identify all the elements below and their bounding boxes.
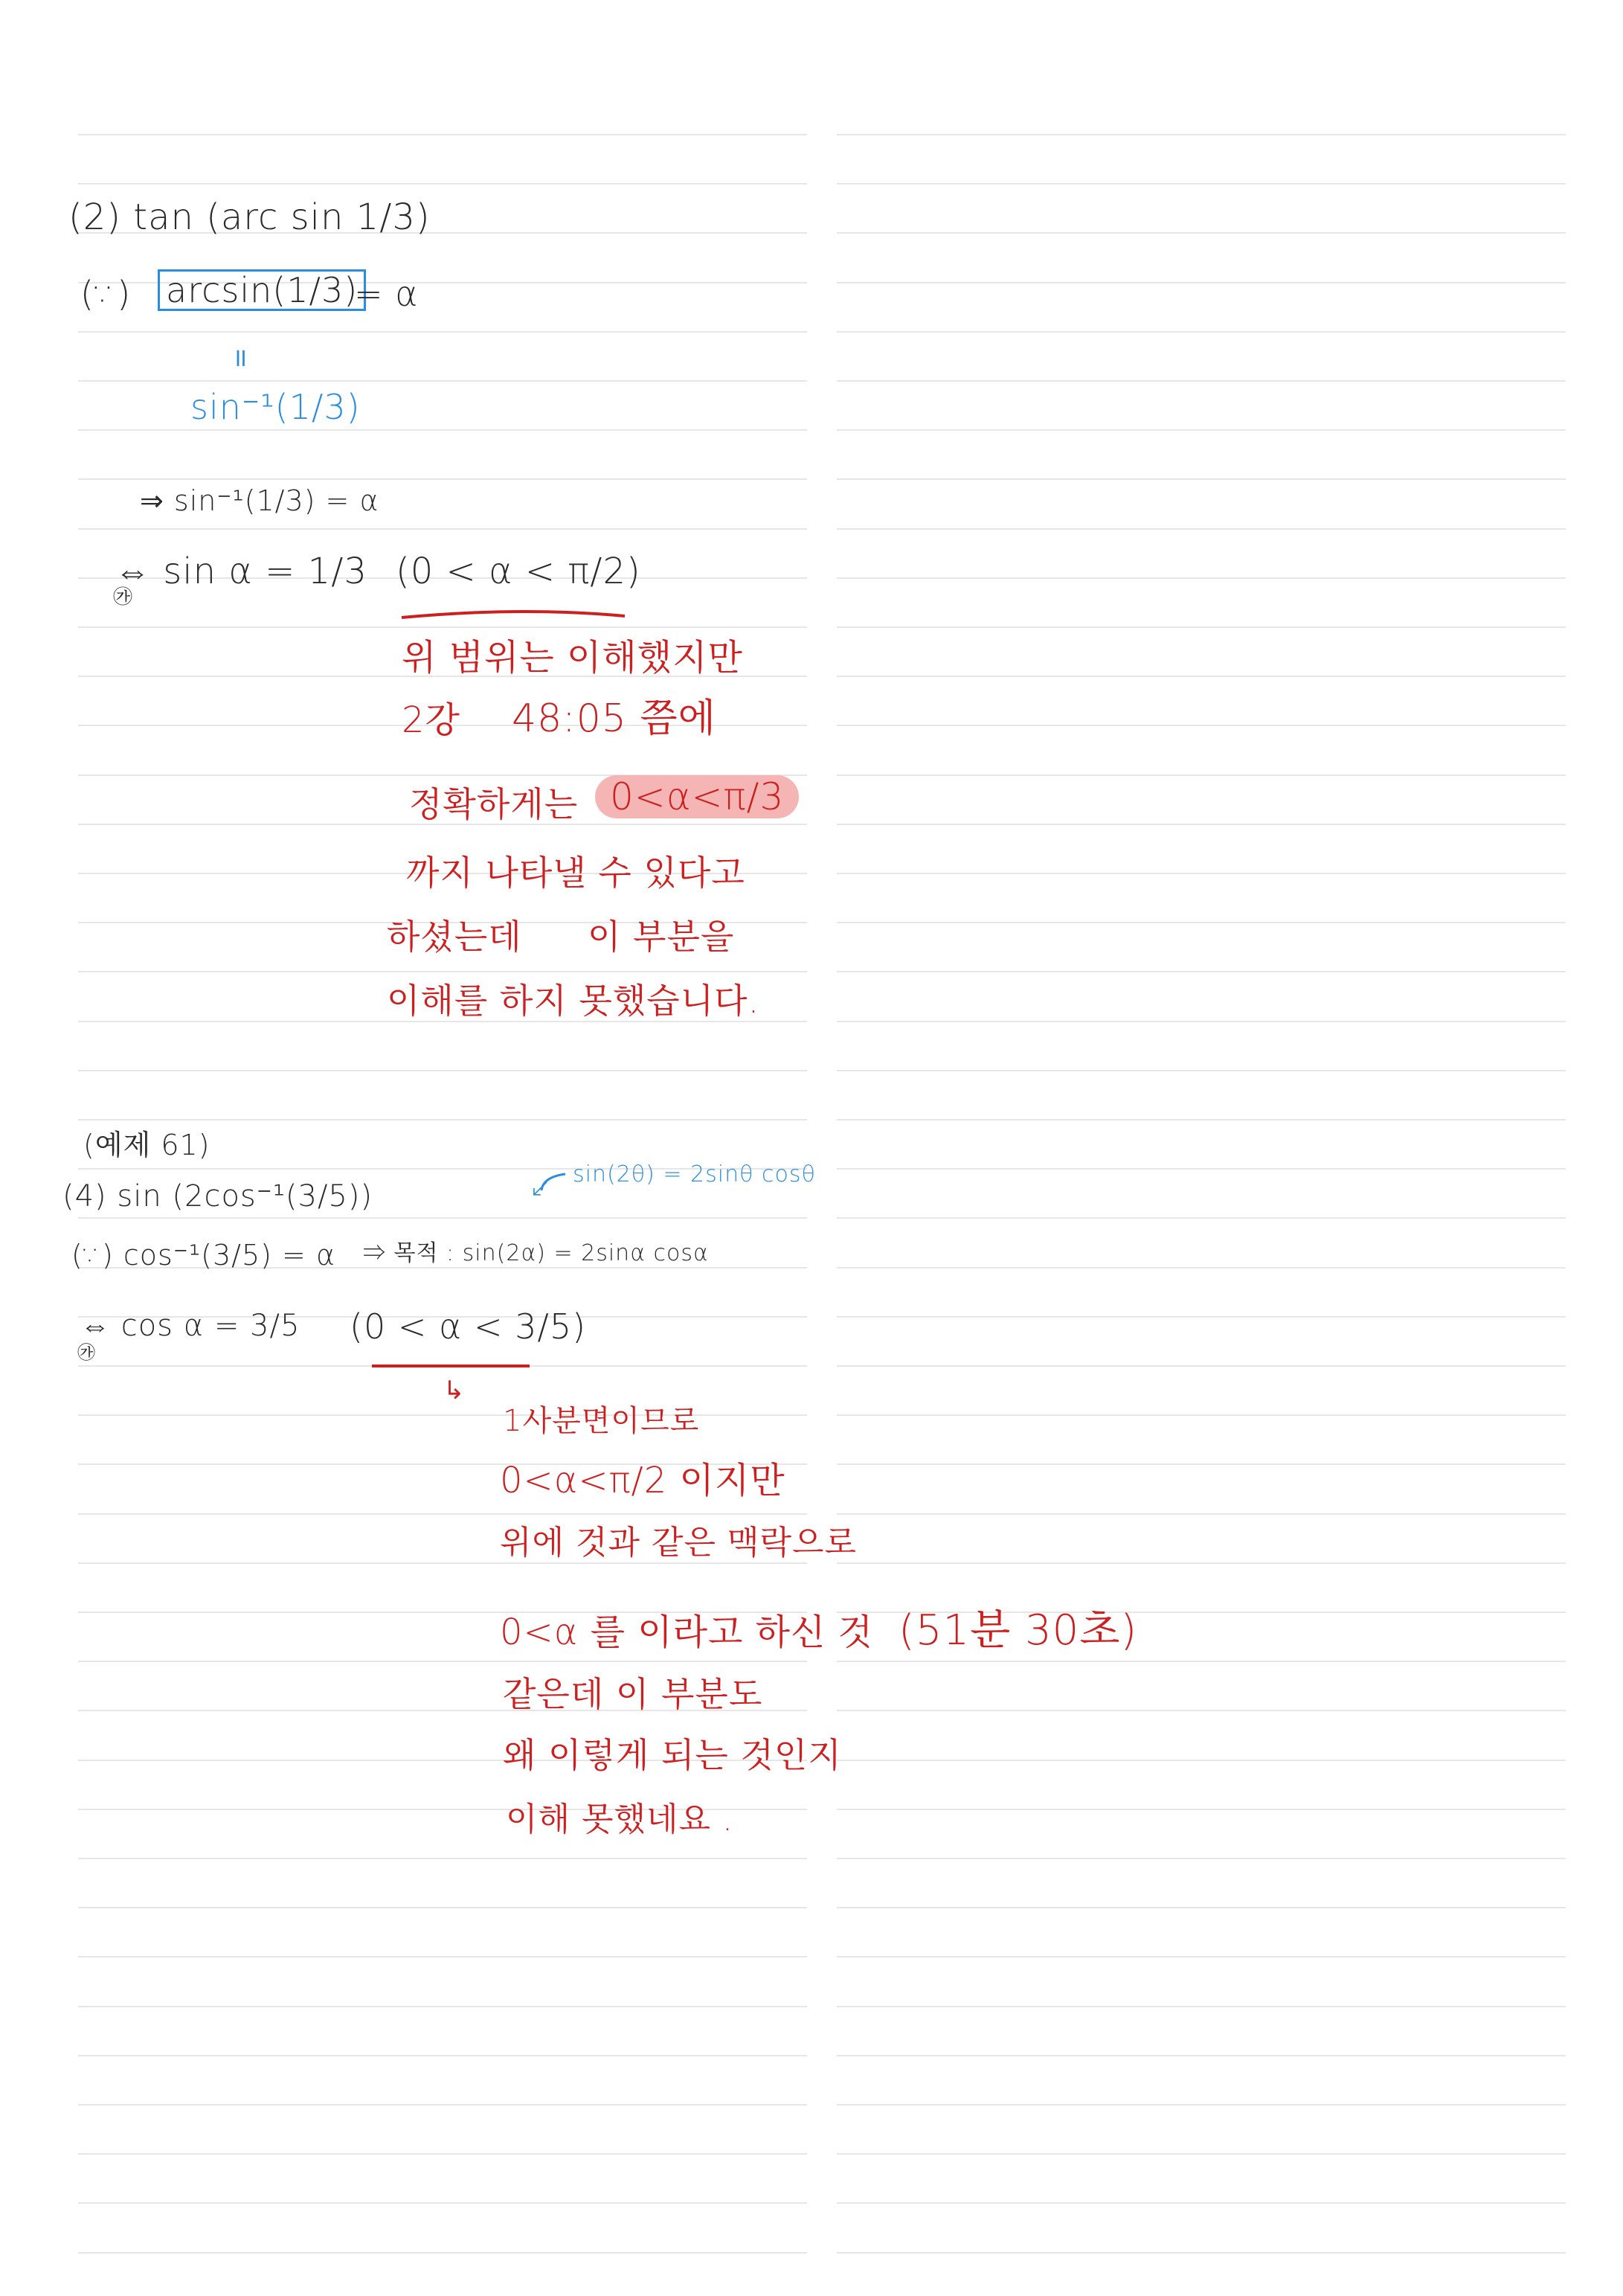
problem2-step: ⇔ cos α = 3/5 (80, 1309, 301, 1343)
ruled-line (837, 478, 1566, 480)
ruled-line (78, 2055, 807, 2056)
ruled-line (78, 2104, 807, 2106)
ruled-line (837, 676, 1566, 677)
ruled-line (837, 1760, 1566, 1761)
note-circle-icon-2: ㉮ (77, 1342, 96, 1363)
ruled-line (78, 1858, 807, 1859)
arrow-return-icon: ↳ (443, 1376, 466, 1405)
ruled-line (78, 971, 807, 972)
problem2-goal: ⇒ 목적 : sin(2α) = 2sinα cosα (363, 1240, 709, 1266)
problem1-note-line2b: 48:05 쯤에 (512, 696, 716, 741)
problem2-note-line6: 왜 이렇게 되는 것인지 (503, 1735, 842, 1775)
ruled-line (837, 2202, 1566, 2204)
problem2-range: (0 < α < 3/5) (350, 1306, 587, 1347)
ruled-line (837, 1168, 1566, 1170)
problem2-note-line1: 1사분면이므로 (503, 1404, 700, 1438)
problem1-note-line1: 위 범위는 이해했지만 (402, 637, 743, 679)
problem2-blue-formula: sin(2θ) = 2sinθ cosθ (573, 1161, 816, 1187)
problem1-given-boxed: arcsin(1/3) (158, 269, 366, 311)
ruled-line (837, 1956, 1566, 1957)
problem1-step2: ⇔ sin α = 1/3 (115, 551, 367, 592)
ruled-line (837, 1562, 1566, 1564)
ruled-line (837, 134, 1566, 135)
ruled-line (78, 331, 807, 333)
ruled-line (837, 824, 1566, 825)
ruled-line (837, 183, 1566, 185)
problem1-equivalent: sin⁻¹(1/3) (190, 387, 361, 427)
ruled-line (78, 1907, 807, 1908)
ruled-line (78, 2202, 807, 2204)
ruled-line (78, 183, 807, 185)
problem1-given-prefix: (∵) (80, 274, 132, 314)
ruled-line (837, 577, 1566, 579)
problem1-step1: ⇒ sin⁻¹(1/3) = α (140, 484, 379, 517)
ruled-line (78, 1070, 807, 1071)
problem2-note-line4b: (51분 30초) (899, 1606, 1138, 1655)
problem1-highlighted-range: 0<α<π/3 (595, 775, 799, 818)
ruled-line (78, 528, 807, 530)
ruled-line (837, 331, 1566, 333)
ruled-line (78, 478, 807, 480)
ruled-line (837, 2055, 1566, 2056)
ruled-line (78, 134, 807, 135)
problem2-note-line5: 같은데 이 부분도 (503, 1674, 763, 1714)
ruled-line (837, 2006, 1566, 2007)
ruled-line (837, 1858, 1566, 1859)
ruled-line (78, 380, 807, 382)
ruled-line (837, 1513, 1566, 1515)
ruled-line (837, 922, 1566, 923)
ruled-line (78, 429, 807, 431)
ruled-line (78, 1513, 807, 1515)
right-column-ruling (837, 0, 1566, 2296)
problem2-given: (∵) cos⁻¹(3/5) = α (71, 1239, 335, 1272)
ruled-line (837, 2252, 1566, 2254)
ruled-line (837, 1217, 1566, 1219)
ruled-line (837, 2153, 1566, 2155)
problem2-note-line7: 이해 못했네요 . (506, 1800, 733, 1838)
ruled-line (837, 1365, 1566, 1367)
problem1-note-line4: 까지 나타낼 수 있다고 (406, 853, 745, 893)
ruled-line (837, 971, 1566, 972)
ruled-line (837, 873, 1566, 874)
ruled-line (837, 1414, 1566, 1416)
ruled-line (837, 528, 1566, 530)
ruled-line (78, 1119, 807, 1120)
ruled-line (837, 1710, 1566, 1711)
ruled-line (78, 2153, 807, 2155)
problem1-header: (2) tan (arc sin 1/3) (68, 196, 431, 238)
problem2-header: (4) sin (2cos⁻¹(3/5)) (62, 1179, 373, 1213)
problem2-example-label: (예제 61) (83, 1129, 210, 1161)
ruled-line (837, 626, 1566, 628)
ruled-line (837, 232, 1566, 234)
ruled-line (837, 2104, 1566, 2106)
ruled-line (78, 2006, 807, 2007)
ruled-line (78, 1217, 807, 1219)
ruled-line (837, 775, 1566, 776)
ruled-line (78, 626, 807, 628)
problem1-equals-mark: ॥ (232, 343, 248, 373)
ruled-line (78, 2252, 807, 2254)
problem2-note-line2: 0<α<π/2 이지만 (500, 1460, 785, 1501)
ruled-line (837, 1119, 1566, 1120)
ruled-line (837, 282, 1566, 283)
problem1-given-suffix: = α (354, 274, 419, 314)
ruled-line (837, 380, 1566, 382)
ruled-line (78, 1365, 807, 1367)
ruled-line (78, 1956, 807, 1957)
ruled-line (837, 1809, 1566, 1810)
ruled-line (837, 429, 1566, 431)
problem1-range: (0 < α < π/2) (396, 551, 641, 592)
ruled-line (837, 1463, 1566, 1465)
arrow-down-icon: ↙ (530, 1173, 552, 1203)
ruled-line (837, 1070, 1566, 1071)
note-circle-icon: ㉮ (113, 586, 134, 609)
problem1-note-line6: 이해를 하지 못했습니다. (387, 981, 760, 1021)
problem1-note-line5b: 이 부분을 (588, 917, 735, 957)
ruled-line (837, 1661, 1566, 1662)
problem1-note-line3a: 정확하게는 (409, 784, 579, 824)
ruled-line (837, 725, 1566, 726)
ruled-line (837, 1267, 1566, 1269)
problem2-note-line4a: 0<α 를 이라고 하신 것 (500, 1612, 874, 1653)
ruled-line (78, 1661, 807, 1662)
ruled-line (837, 1316, 1566, 1318)
ruled-line (837, 1021, 1566, 1022)
problem1-note-line5a: 하셨는데 (387, 917, 522, 957)
problem1-note-line2a: 2강 (402, 699, 460, 741)
ruled-line (837, 1907, 1566, 1908)
ruled-line (78, 1562, 807, 1564)
problem2-note-line3: 위에 것과 같은 맥락으로 (500, 1524, 857, 1562)
